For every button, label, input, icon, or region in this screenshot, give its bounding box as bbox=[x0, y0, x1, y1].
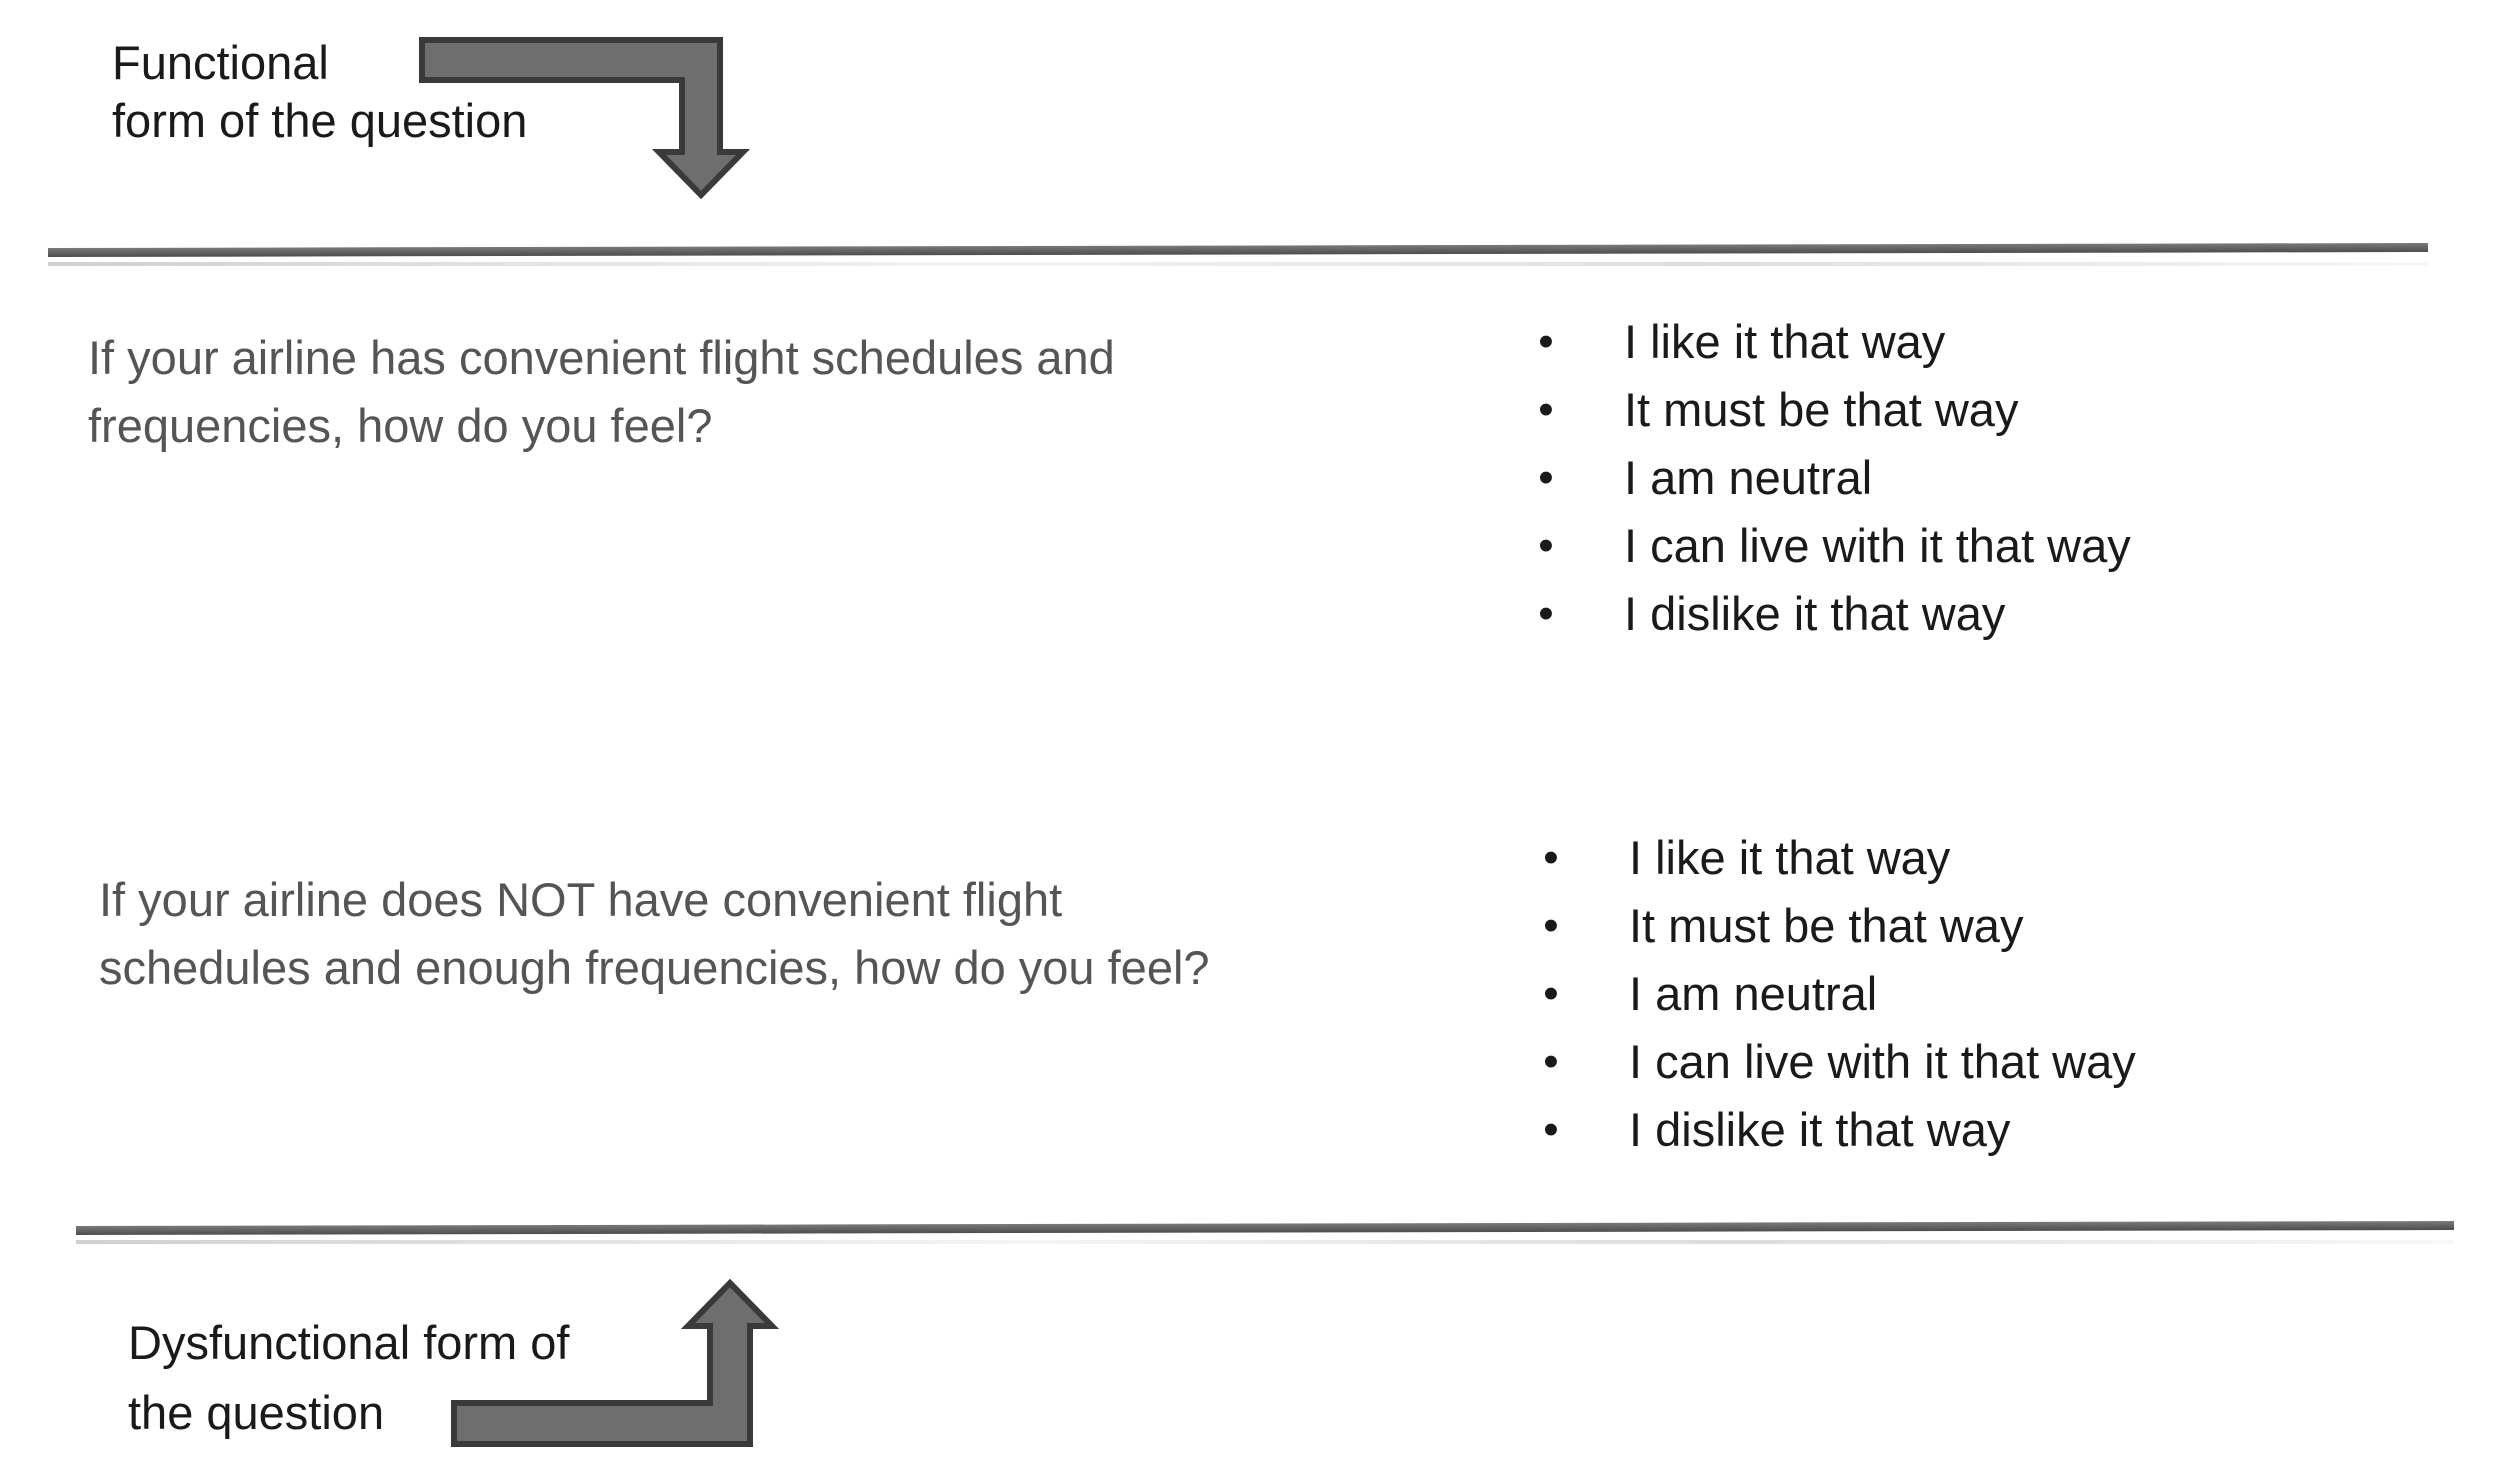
option-label: I can live with it that way bbox=[1629, 1035, 2136, 1088]
option-label: I dislike it that way bbox=[1629, 1103, 2011, 1156]
option-label: I like it that way bbox=[1629, 831, 1951, 884]
bullet-dot-icon: • bbox=[1543, 969, 1559, 1018]
dysfunctional-form-label-line2: the question bbox=[128, 1386, 385, 1439]
bullet-dot-icon: • bbox=[1538, 453, 1554, 502]
option-label: I am neutral bbox=[1624, 451, 1873, 504]
dysfunctional-form-label-line1: Dysfunctional form of bbox=[128, 1316, 570, 1369]
option-label: I can live with it that way bbox=[1624, 519, 2131, 572]
option-label: I am neutral bbox=[1629, 967, 1878, 1020]
option-label: It must be that way bbox=[1624, 383, 2019, 436]
bullet-dot-icon: • bbox=[1538, 589, 1554, 638]
question-functional-line2: frequencies, how do you feel? bbox=[88, 399, 713, 452]
question-dysfunctional-line1: If your airline does NOT have convenient flight bbox=[99, 873, 1063, 926]
bullet-dot-icon: • bbox=[1538, 317, 1554, 366]
question-dysfunctional-line2: schedules and enough frequencies, how do you feel? bbox=[99, 941, 1210, 994]
bullet-dot-icon: • bbox=[1543, 901, 1559, 950]
bullet-dot-icon: • bbox=[1538, 521, 1554, 570]
option-label: I dislike it that way bbox=[1624, 587, 2006, 640]
functional-form-label-line2: form of the question bbox=[112, 94, 528, 147]
functional-form-label-line1: Functional bbox=[112, 36, 329, 89]
bullet-dot-icon: • bbox=[1538, 385, 1554, 434]
bullet-dot-icon: • bbox=[1543, 1037, 1559, 1086]
option-label: I like it that way bbox=[1624, 315, 1946, 368]
dysfunctional-form-label bbox=[128, 1308, 569, 1448]
question-functional-line1: If your airline has convenient flight schedules and bbox=[88, 331, 1115, 384]
bullet-dot-icon: • bbox=[1543, 833, 1559, 882]
option-label: It must be that way bbox=[1629, 899, 2024, 952]
bullet-dot-icon: • bbox=[1543, 1105, 1559, 1154]
